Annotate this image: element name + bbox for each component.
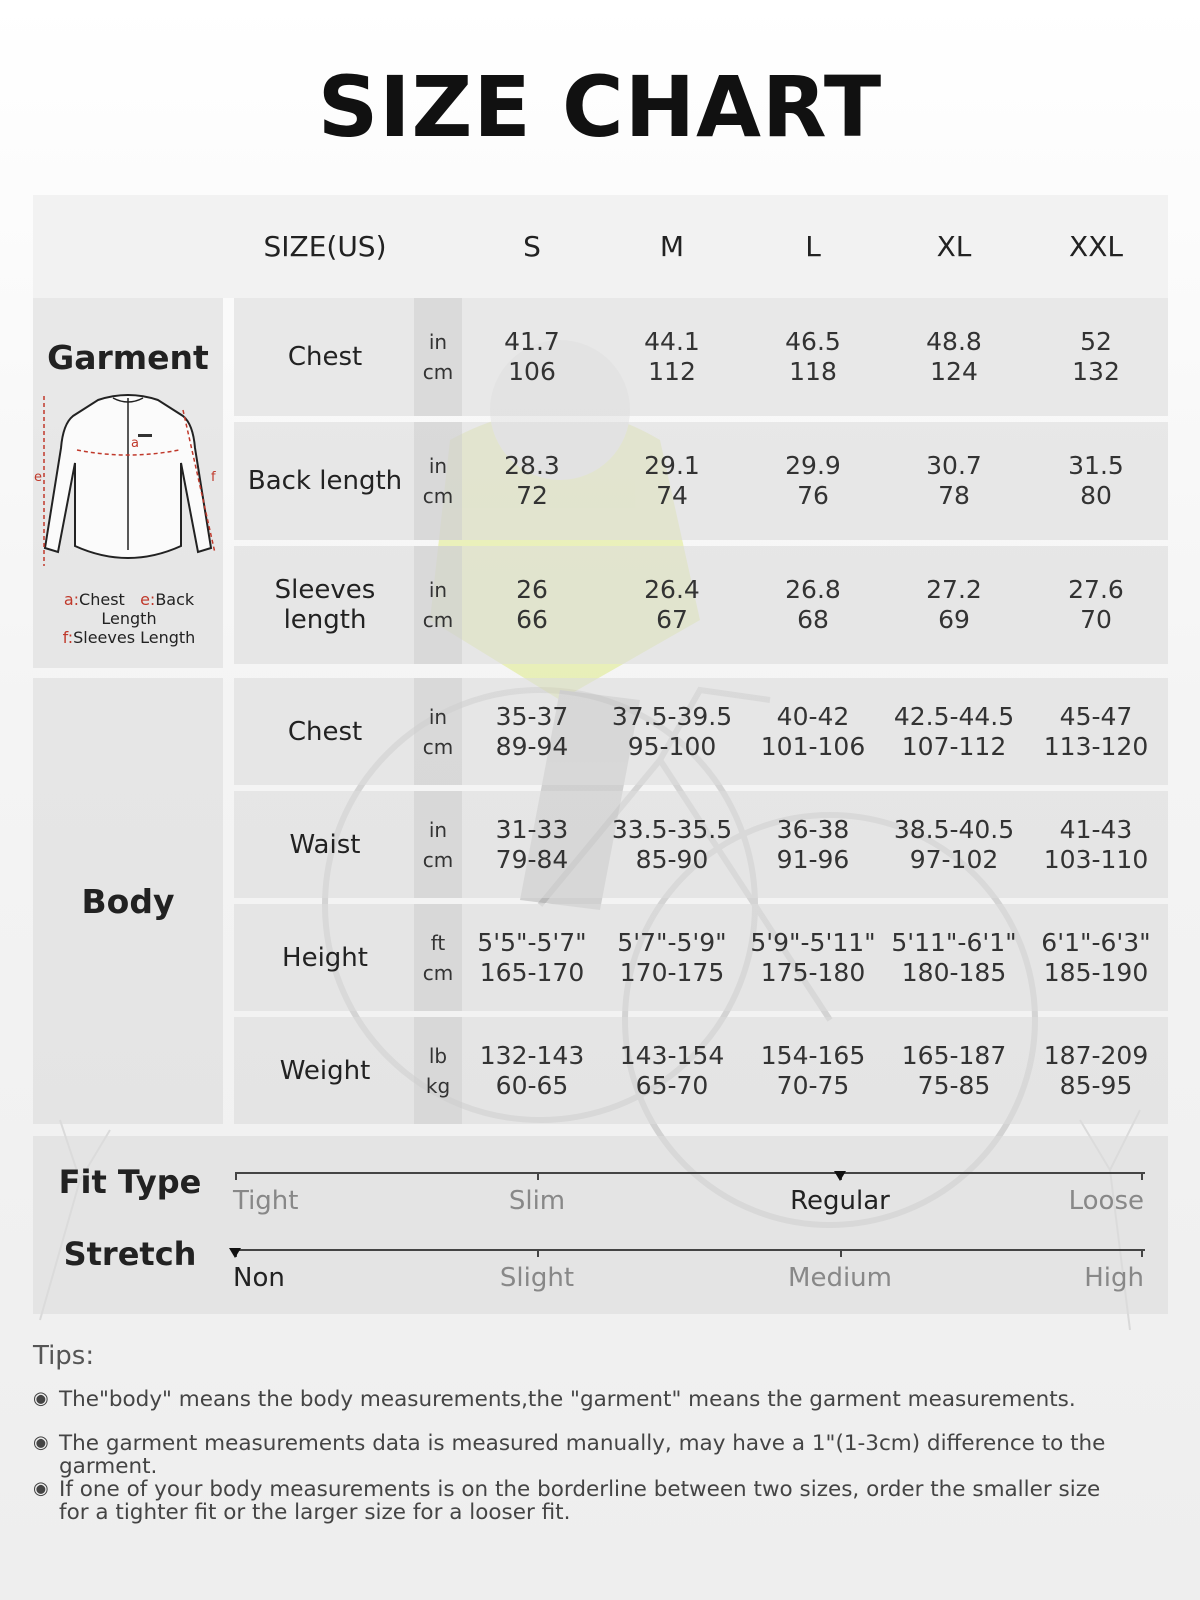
unit-primary: lb: [428, 1043, 448, 1068]
value-primary: 38.5-40.5: [893, 814, 1015, 844]
row-units: [414, 298, 462, 416]
value-secondary: 79-84: [495, 844, 569, 874]
value-secondary: 65-70: [635, 1070, 709, 1100]
unit-secondary: cm: [422, 360, 454, 384]
size-value-cell: [884, 904, 1024, 1011]
fit_type-option-label: Tight: [233, 1186, 299, 1216]
fit_type-option-label: Regular: [790, 1186, 890, 1216]
value-secondary: 85-90: [635, 844, 709, 874]
unit-primary: in: [428, 454, 448, 478]
unit-primary: in: [428, 704, 448, 729]
size-value-cell: [602, 298, 742, 416]
size-xxl-header: XXL: [1069, 229, 1123, 263]
unit-secondary: cm: [422, 734, 454, 759]
stretch-scale-line: [235, 1249, 1145, 1251]
legend-f-key: f:: [62, 628, 74, 647]
row-units: [414, 422, 462, 540]
size-value-cell: [462, 546, 602, 664]
size-value-cell: [884, 422, 1024, 540]
row-name: Chest: [287, 716, 363, 747]
tips-heading: Tips:: [33, 1341, 95, 1371]
value-secondary: 95-100: [627, 731, 717, 761]
body-section-label: Body: [81, 881, 175, 921]
stretch-scale-tick: [840, 1249, 842, 1257]
value-primary: 5'9"-5'11": [750, 927, 876, 957]
value-primary: 46.5: [785, 327, 841, 356]
tip-item: [33, 1432, 1183, 1478]
value-secondary: 175-180: [760, 957, 866, 987]
value-primary: 187-209: [1043, 1040, 1149, 1070]
row-units: [414, 546, 462, 664]
unit-primary: in: [428, 817, 448, 842]
size-value-cell: [462, 904, 602, 1011]
size-value-cell: [462, 791, 602, 898]
value-secondary: 66: [516, 605, 548, 634]
value-primary: 5'5"-5'7": [477, 927, 587, 957]
value-secondary: 97-102: [909, 844, 999, 874]
value-primary: 165-187: [901, 1040, 1007, 1070]
fit_type-option-label: Loose: [1068, 1186, 1144, 1216]
value-secondary: 70: [1080, 605, 1112, 634]
value-primary: 41.7: [504, 327, 560, 356]
value-secondary: 74: [656, 481, 688, 510]
size-value-cell: [884, 791, 1024, 898]
fit_type-scale-tick: [537, 1172, 539, 1180]
size-us-label: SIZE(US): [263, 229, 387, 263]
value-primary: 27.6: [1068, 575, 1124, 604]
value-primary: 132-143: [479, 1040, 585, 1070]
value-primary: 154-165: [760, 1040, 866, 1070]
stretch-option-label: Non: [233, 1263, 285, 1293]
stretch-label: Stretch: [63, 1235, 197, 1273]
tip-bullet-icon: ◉: [33, 1478, 49, 1499]
value-primary: 45-47: [1059, 701, 1133, 731]
jacket-diagram: [33, 388, 223, 588]
fit_type-scale-tick: [235, 1172, 237, 1180]
size-value-cell: [602, 422, 742, 540]
value-secondary: 103-110: [1043, 844, 1149, 874]
tip-text: The garment measurements data is measured manually, may have a 1"(1-3cm) difference to the garment.: [59, 1431, 1106, 1479]
unit-secondary: cm: [422, 608, 454, 632]
stretch-selected-marker-icon: [229, 1248, 241, 1258]
tip-bullet-icon: ◉: [33, 1432, 49, 1453]
value-primary: 30.7: [926, 451, 982, 480]
size-xl-header: XL: [936, 229, 972, 263]
tip-text: If one of your body measurements is on the borderline between two sizes, order the smaller size for a tighter fit or the larger size for a looser fit.: [59, 1477, 1101, 1525]
size-value-cell: [884, 1017, 1024, 1124]
stretch-scale-tick: [537, 1249, 539, 1257]
size-value-cell: [884, 546, 1024, 664]
unit-primary: in: [428, 330, 448, 354]
unit-secondary: kg: [425, 1073, 451, 1098]
unit-secondary: cm: [422, 484, 454, 508]
value-secondary: 70-75: [776, 1070, 850, 1100]
page-title: SIZE CHART: [317, 58, 883, 156]
stretch-option-label: High: [1084, 1263, 1144, 1293]
value-primary: 5'7"-5'9": [617, 927, 727, 957]
value-secondary: 69: [938, 605, 970, 634]
size-value-cell: [462, 422, 602, 540]
value-secondary: 113-120: [1043, 731, 1149, 761]
diagram-mark-a: a: [131, 436, 139, 451]
value-secondary: 124: [930, 357, 978, 386]
size-value-cell: [462, 678, 602, 785]
value-secondary: 80: [1080, 481, 1112, 510]
row-units: [414, 1017, 462, 1124]
value-primary: 33.5-35.5: [611, 814, 733, 844]
value-primary: 42.5-44.5: [893, 701, 1015, 731]
size-value-cell: [742, 546, 884, 664]
size-value-cell: [1024, 791, 1168, 898]
size-m-header: M: [659, 229, 685, 263]
legend-a-key: a:: [63, 590, 80, 609]
size-value-cell: [1024, 1017, 1168, 1124]
size-value-cell: [1024, 422, 1168, 540]
size-value-cell: [462, 298, 602, 416]
size-value-cell: [1024, 678, 1168, 785]
value-primary: 143-154: [619, 1040, 725, 1070]
value-primary: 52: [1080, 327, 1112, 356]
value-primary: 26.8: [785, 575, 841, 604]
unit-primary: ft: [430, 930, 446, 955]
size-s-header: S: [523, 229, 541, 263]
size-value-cell: [462, 1017, 602, 1124]
stretch-option-label: Medium: [788, 1263, 892, 1293]
value-primary: 5'11"-6'1": [891, 927, 1017, 957]
fit_type-scale-tick: [1141, 1172, 1143, 1180]
value-secondary: 106: [508, 357, 556, 386]
value-primary: 36-38: [776, 814, 850, 844]
size-value-cell: [884, 678, 1024, 785]
stretch-scale-tick: [1141, 1249, 1143, 1257]
unit-secondary: cm: [422, 960, 454, 985]
value-secondary: 72: [516, 481, 548, 510]
value-secondary: 75-85: [917, 1070, 991, 1100]
size-value-cell: [742, 422, 884, 540]
value-primary: 48.8: [926, 327, 982, 356]
diagram-legend: [34, 590, 224, 647]
value-primary: 28.3: [504, 451, 560, 480]
value-primary: 6'1"-6'3": [1041, 927, 1151, 957]
value-primary: 29.1: [644, 451, 700, 480]
value-secondary: 112: [648, 357, 696, 386]
legend-a-text: Chest: [79, 590, 125, 609]
value-secondary: 60-65: [495, 1070, 569, 1100]
garment-section-label: Garment: [47, 337, 209, 377]
tip-bullet-icon: ◉: [33, 1388, 49, 1409]
size-value-cell: [602, 678, 742, 785]
fit_type-option-label: Slim: [508, 1186, 566, 1216]
value-secondary: 85-95: [1059, 1070, 1133, 1100]
unit-primary: in: [428, 578, 448, 602]
row-name: Back length: [247, 466, 403, 496]
row-units: [414, 678, 462, 785]
size-value-cell: [602, 791, 742, 898]
row-units: [414, 791, 462, 898]
diagram-mark-e: e: [34, 470, 42, 485]
value-primary: 37.5-39.5: [611, 701, 733, 731]
size-value-cell: [1024, 546, 1168, 664]
value-secondary: 132: [1072, 357, 1120, 386]
diagram-mark-f: f: [211, 470, 216, 485]
row-name: Height: [282, 942, 368, 973]
row-name: Waist: [289, 829, 361, 860]
size-l-header: L: [805, 229, 821, 263]
tip-item: [33, 1478, 1113, 1524]
value-primary: 26.4: [644, 575, 700, 604]
legend-f-text: Sleeves Length: [73, 628, 196, 647]
value-secondary: 170-175: [619, 957, 725, 987]
value-primary: 31.5: [1068, 451, 1124, 480]
unit-secondary: cm: [422, 847, 454, 872]
row-units: [414, 904, 462, 1011]
tip-item: [33, 1388, 1183, 1411]
fit-type-label: Fit Type: [58, 1163, 202, 1201]
size-value-cell: [742, 791, 884, 898]
value-secondary: 78: [938, 481, 970, 510]
tip-text: The"body" means the body measurements,the "garment" means the garment measurements.: [59, 1387, 1076, 1412]
value-primary: 44.1: [644, 327, 700, 356]
value-primary: 35-37: [495, 701, 569, 731]
value-secondary: 118: [789, 357, 837, 386]
row-name: Weight: [279, 1055, 371, 1086]
value-secondary: 101-106: [760, 731, 866, 761]
value-primary: 27.2: [926, 575, 982, 604]
value-primary: 31-33: [495, 814, 569, 844]
size-value-cell: [742, 1017, 884, 1124]
value-primary: 40-42: [776, 701, 850, 731]
size-value-cell: [742, 298, 884, 416]
value-secondary: 185-190: [1043, 957, 1149, 987]
stretch-option-label: Slight: [499, 1263, 575, 1293]
size-value-cell: [602, 904, 742, 1011]
value-primary: 41-43: [1059, 814, 1133, 844]
size-value-cell: [742, 904, 884, 1011]
row-name: Chest: [287, 342, 363, 372]
size-value-cell: [1024, 904, 1168, 1011]
fit_type-selected-marker-icon: [834, 1171, 846, 1181]
value-secondary: 68: [797, 605, 829, 634]
value-secondary: 67: [656, 605, 688, 634]
legend-e-key: e:: [140, 590, 156, 609]
legend-e-text: Back Length: [101, 590, 195, 628]
value-primary: 29.9: [785, 451, 841, 480]
size-value-cell: [884, 298, 1024, 416]
value-secondary: 76: [797, 481, 829, 510]
value-secondary: 180-185: [901, 957, 1007, 987]
fit_type-scale-line: [235, 1172, 1145, 1174]
size-value-cell: [742, 678, 884, 785]
row-name: Sleeves length: [274, 575, 376, 635]
size-value-cell: [602, 546, 742, 664]
value-secondary: 165-170: [479, 957, 585, 987]
value-secondary: 107-112: [901, 731, 1007, 761]
value-primary: 26: [516, 575, 548, 604]
value-secondary: 89-94: [495, 731, 569, 761]
value-secondary: 91-96: [776, 844, 850, 874]
size-value-cell: [1024, 298, 1168, 416]
size-value-cell: [602, 1017, 742, 1124]
